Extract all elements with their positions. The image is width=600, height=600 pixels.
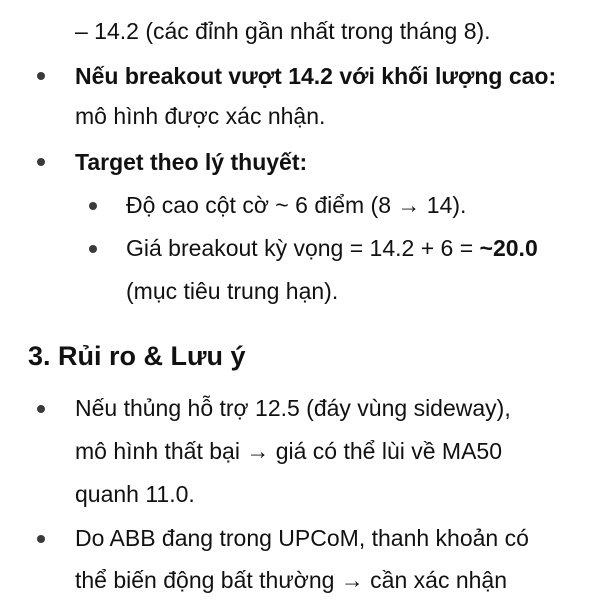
breakout-confirm-text: mô hình được xác nhận. <box>75 103 326 129</box>
ma50-level-text: quanh 11.0. <box>75 481 195 507</box>
mid-term-target-text: (mục tiêu trung hạn). <box>126 278 339 304</box>
liquidity-note-text: Do ABB đang trong UPCoM, thanh khoản có <box>75 525 529 551</box>
bullet-dot <box>37 72 45 80</box>
bullet-dot <box>37 405 45 413</box>
target-heading-text: Target theo lý thuyết: <box>75 149 308 175</box>
breakout-condition-text: Nếu breakout vượt 14.2 với khối lượng cao: <box>75 63 557 89</box>
expected-breakout-text <box>126 237 538 260</box>
expected-breakout-value: ~20.0 <box>479 235 538 261</box>
flagpole-height-text: Độ cao cột cờ ~ 6 điểm (8 → 14). <box>126 192 467 218</box>
bullet-dot <box>37 158 45 166</box>
sub-bullet-dot <box>89 245 97 253</box>
pattern-fail-text: mô hình thất bại → giá có thể lùi về MA50 <box>75 438 503 464</box>
expected-breakout-formula: Giá breakout kỳ vọng = 14.2 + 6 = <box>126 235 480 261</box>
support-break-text: Nếu thủng hỗ trợ 12.5 (đáy vùng sideway), <box>75 395 511 421</box>
sub-bullet-dot <box>89 202 97 210</box>
liquidity-note-continued-text: thể biến động bất thường → cần xác nhận <box>75 567 508 593</box>
section-heading-risk: 3. Rủi ro & Lưu ý <box>28 341 246 371</box>
text-line-continuation: – 14.2 (các đỉnh gần nhất trong tháng 8). <box>75 18 491 44</box>
bullet-dot <box>37 535 45 543</box>
